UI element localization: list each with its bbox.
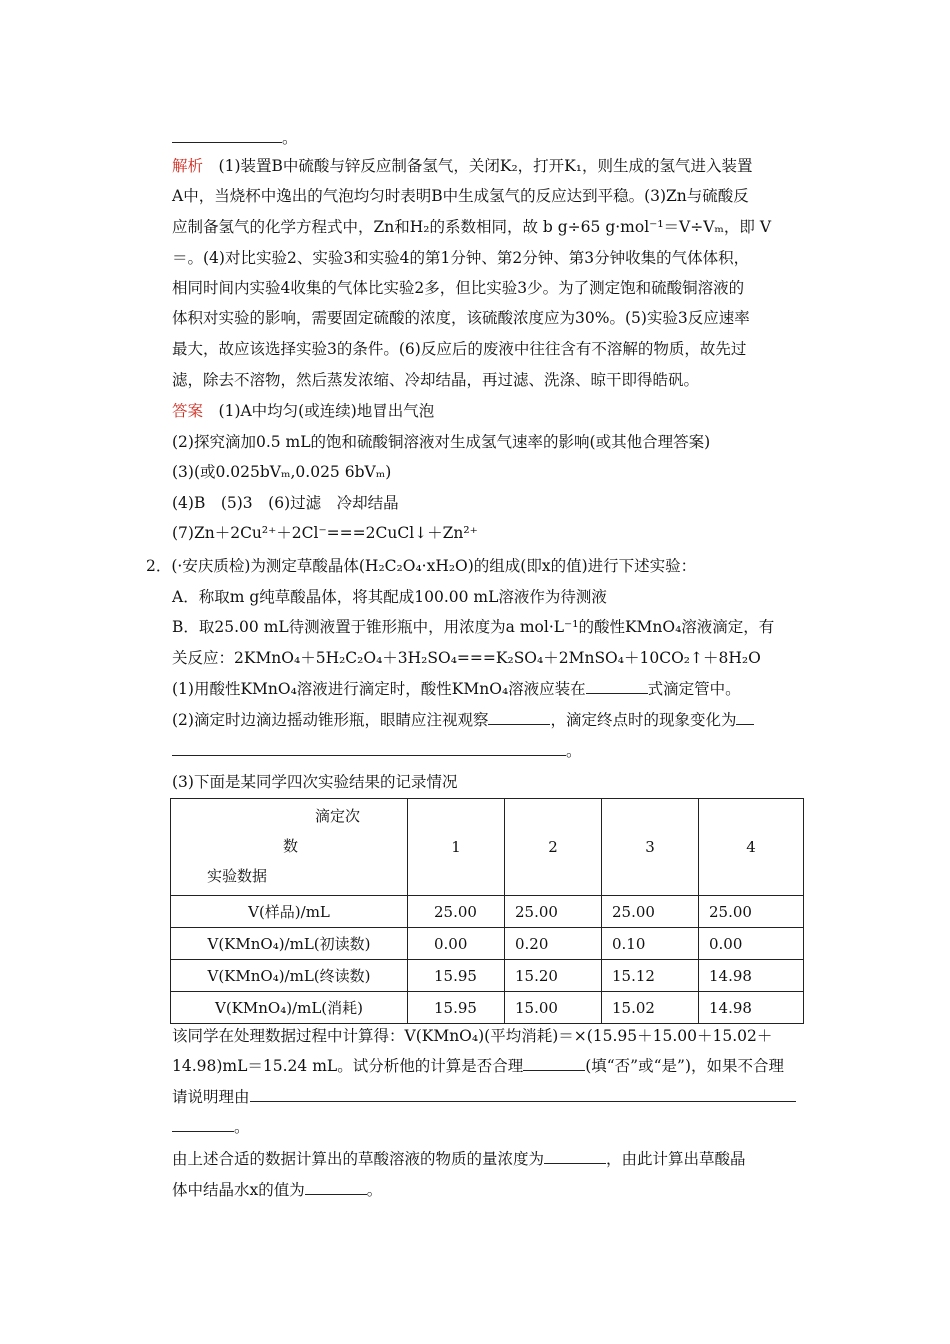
analysis-label: 解析 <box>172 157 204 175</box>
calc-line-3: 请说明理由 <box>172 1087 796 1107</box>
part-3: (3)下面是某同学四次实验结果的记录情况 <box>172 773 458 791</box>
table-cell: 25.00 <box>505 896 602 928</box>
column-header: 4 <box>699 799 804 896</box>
calc-line-4: 。 <box>172 1117 250 1137</box>
x-value-blank[interactable] <box>305 1180 367 1195</box>
analysis-line-7: 最大，故应该选择实验3的条件。(6)反应后的废液中往往含有不溶解的物质，故先过 <box>172 340 747 358</box>
endpoint-blank[interactable] <box>172 741 566 756</box>
titration-data-table <box>170 798 804 1024</box>
table-cell: 15.00 <box>505 992 602 1024</box>
top-answer-blank-line: 。 <box>172 128 298 148</box>
answer-line-5: (7)Zn＋2Cu²⁺＋2Cl⁻===2CuCl↓＋Zn²⁺ <box>172 524 478 542</box>
part-1: (1)用酸性KMnO₄溶液进行滴定时，酸性KMnO₄溶液应装在 式滴定管中。 <box>172 680 741 698</box>
answer-line-1: 答案 (1)A中均匀(或连续)地冒出气泡 <box>172 402 435 420</box>
step-b-line-2: 关反应：2KMnO₄＋5H₂C₂O₄＋3H₂SO₄===K₂SO₄＋2MnSO₄＋10CO₂↑＋8H₂O <box>172 649 761 667</box>
table-cell: 0.20 <box>505 928 602 960</box>
table-cell: 0.00 <box>699 928 804 960</box>
analysis-line-5: 相同时间内实验4收集的气体比实验2多，但比实验3少。为了测定饱和硫酸铜溶液的 <box>172 279 745 297</box>
observe-blank[interactable] <box>488 710 550 725</box>
answer-line-2: (2)探究滴加0.5 mL的饱和硫酸铜溶液对生成氢气速率的影响(或其他合理答案) <box>172 433 711 451</box>
table-cell: 25.00 <box>602 896 699 928</box>
answer-line-4: (4)B (5)3 (6)过滤 冷却结晶 <box>172 494 399 512</box>
concentration-blank[interactable] <box>544 1149 606 1164</box>
step-a: A．称取m g纯草酸晶体，将其配成100.00 mL溶液作为待测液 <box>172 588 607 606</box>
table-cell: 0.10 <box>602 928 699 960</box>
analysis-line-6: 体积对实验的影响，需要固定硫酸的浓度，该硫酸浓度应为30%。(5)实验3反应速率 <box>172 309 750 327</box>
blank[interactable] <box>172 128 282 143</box>
analysis-line-8: 滤，除去不溶物，然后蒸发浓缩、冷却结晶，再过滤、洗涤、晾干即得皓矾。 <box>172 371 700 389</box>
table-cell: 14.98 <box>699 992 804 1024</box>
part-2-continued: 。 <box>172 741 582 761</box>
column-header: 2 <box>505 799 602 896</box>
endpoint-blank-start[interactable] <box>736 710 754 725</box>
table-cell: 0.00 <box>408 928 505 960</box>
reason-blank-continued[interactable] <box>172 1117 234 1132</box>
table-cell: 25.00 <box>408 896 505 928</box>
column-header: 3 <box>602 799 699 896</box>
column-header: 1 <box>408 799 505 896</box>
calc-line-2: 14.98)mL＝15.24 mL。试分析他的计算是否合理 (填“否”或“是”)，如果不合理 <box>172 1057 784 1075</box>
table-cell: 15.95 <box>408 992 505 1024</box>
diagonal-header-cell: 滴定次 数 实验数据 <box>171 799 408 896</box>
table-row <box>171 928 804 960</box>
step-b-line-1: B．取25.00 mL待测液置于锥形瓶中，用浓度为a mol·L⁻¹的酸性KMnO₄溶液滴定，有 <box>172 618 775 636</box>
table-row <box>171 896 804 928</box>
answer-label: 答案 <box>172 402 204 420</box>
concentration-line: 由上述合适的数据计算出的草酸溶液的物质的量浓度为 ，由此计算出草酸晶 <box>172 1150 746 1168</box>
row-label: V(KMnO₄)/mL(终读数) <box>171 960 408 992</box>
row-label: V(样品)/mL <box>171 896 408 928</box>
table-cell: 14.98 <box>699 960 804 992</box>
analysis-line-2: A中，当烧杯中逸出的气泡均匀时表明B中生成氢气的反应达到平稳。(3)Zn与硫酸反 <box>172 187 749 205</box>
table-row <box>171 960 804 992</box>
table-cell: 25.00 <box>699 896 804 928</box>
answer-line-3: (3)(或0.025bVₘ,0.025 6bVₘ) <box>172 463 392 481</box>
table-cell: 15.02 <box>602 992 699 1024</box>
row-label: V(KMnO₄)/mL(消耗) <box>171 992 408 1024</box>
question-2-title: 2．(·安庆质检)为测定草酸晶体(H₂C₂O₄·xH₂O)的组成(即x的值)进行下述实验： <box>146 557 697 575</box>
table-cell: 15.95 <box>408 960 505 992</box>
burette-type-blank[interactable] <box>586 679 648 694</box>
analysis-line-4: ＝。(4)对比实验2、实验3和实验4的第1分钟、第2分钟、第3分钟收集的气体体积， <box>172 249 750 267</box>
table-cell: 15.20 <box>505 960 602 992</box>
reason-blank[interactable] <box>250 1087 796 1102</box>
row-label: V(KMnO₄)/mL(初读数) <box>171 928 408 960</box>
table-row <box>171 992 804 1024</box>
calc-line-1: 该同学在处理数据过程中计算得：V(KMnO₄)(平均消耗)＝×(15.95＋15.00＋15.02＋ <box>172 1027 773 1045</box>
analysis-line-3: 应制备氢气的化学方程式中，Zn和H₂的系数相同，故 b g÷65 g·mol⁻¹＝V÷Vₘ，即 V <box>172 218 772 236</box>
table-cell: 15.12 <box>602 960 699 992</box>
reasonable-blank[interactable] <box>523 1056 585 1071</box>
part-2: (2)滴定时边滴边摇动锥形瓶，眼睛应注视观察 ，滴定终点时的现象变化为 <box>172 710 754 730</box>
water-x-line: 体中结晶水x的值为 。 <box>172 1181 383 1199</box>
analysis-line-1: 解析 (1)装置B中硫酸与锌反应制备氢气，关闭K₂，打开K₁，则生成的氢气进入装置 <box>172 157 753 175</box>
